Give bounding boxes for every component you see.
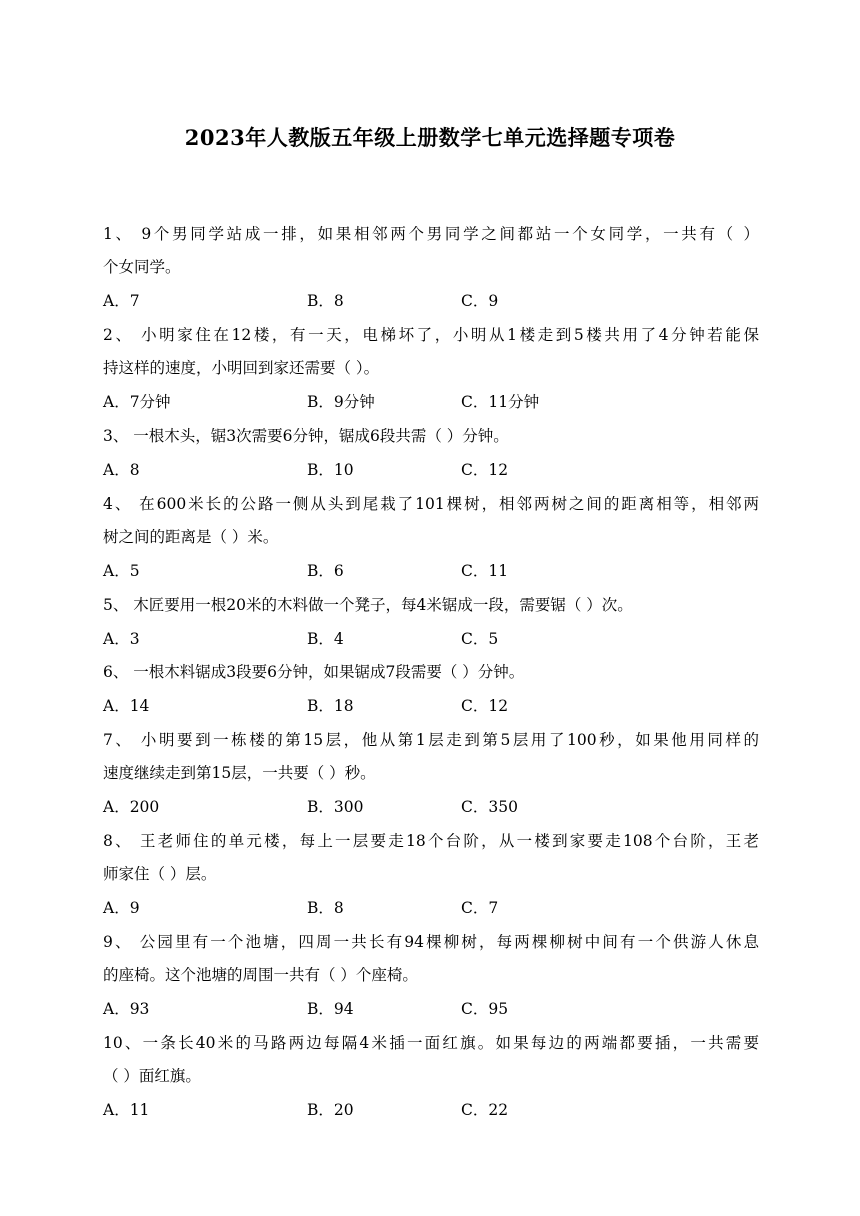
question-1-line-1: 1、 9个男同学站成一排，如果相邻两个男同学之间都站一个女同学，一共有（ ） (103, 225, 759, 243)
question-1-option-a: A．7 (103, 292, 140, 310)
question-4-option-a: A．5 (103, 562, 140, 580)
question-8-line-1: 8、 王老师住的单元楼，每上一层要走18个台阶，从一楼到家要走108个台阶，王老 (103, 832, 759, 850)
question-4-line-1: 4、 在600米长的公路一侧从头到尾栽了101棵树，相邻两树之间的距离相等，相邻两 (103, 495, 759, 513)
question-5-option-c: C．5 (461, 630, 499, 648)
question-6-line-1: 6、 一根木料锯成3段要6分钟，如果锯成7段需要（ ）分钟。 (103, 663, 525, 681)
question-2-option-a: A．7分钟 (103, 393, 171, 411)
question-5-line-1: 5、 木匠要用一根20米的木料做一个凳子，每4米锯成一段，需要锯（ ）次。 (103, 596, 633, 614)
question-6-option-a: A．14 (103, 697, 150, 715)
question-5-option-a: A．3 (103, 630, 140, 648)
question-9-option-a: A．93 (103, 1000, 150, 1018)
question-2-option-c: C．11分钟 (461, 393, 540, 411)
question-2-line-2: 持这样的速度，小明回到家还需要（ ）。 (103, 359, 380, 377)
question-10-option-a: A．11 (103, 1101, 150, 1119)
question-1-option-c: C．9 (461, 292, 499, 310)
question-8-option-c: C．7 (461, 899, 499, 917)
question-9-option-c: C．95 (461, 1000, 509, 1018)
question-6-option-b: B．18 (307, 697, 354, 715)
question-7-option-a: A．200 (103, 798, 160, 816)
question-8-line-2: 师家住（ ）层。 (103, 865, 217, 883)
question-1-option-b: B．8 (307, 292, 344, 310)
page-title: 2023年人教版五年级上册数学七单元选择题专项卷 (184, 125, 676, 150)
question-10-line-2: （ ）面红旗。 (103, 1067, 201, 1085)
question-3-option-c: C．12 (461, 461, 509, 479)
question-7-option-b: B．300 (307, 798, 364, 816)
question-5-option-b: B．4 (307, 630, 344, 648)
question-8-option-a: A．9 (103, 899, 140, 917)
question-9-line-1: 9、 公园里有一个池塘，四周一共长有94棵柳树，每两棵柳树中间有一个供游人休息 (103, 933, 759, 951)
question-4-option-b: B．6 (307, 562, 344, 580)
question-10-line-1: 10、一条长40米的马路两边每隔4米插一面红旗。如果每边的两端都要插，一共需要 (103, 1034, 759, 1052)
question-10-option-b: B．20 (307, 1101, 354, 1119)
question-2-line-1: 2、 小明家住在12楼，有一天，电梯坏了，小明从1楼走到5楼共用了4分钟若能保 (103, 326, 759, 344)
question-4-line-2: 树之间的距离是（ ）米。 (103, 528, 279, 546)
question-1-line-2: 个女同学。 (103, 258, 181, 276)
question-2-option-b: B．9分钟 (307, 393, 375, 411)
question-6-option-c: C．12 (461, 697, 509, 715)
question-3-option-a: A．8 (103, 461, 140, 479)
question-9-option-b: B．94 (307, 1000, 354, 1018)
question-10-option-c: C．22 (461, 1101, 509, 1119)
question-7-option-c: C．350 (461, 798, 518, 816)
question-3-line-1: 3、 一根木头，锯3次需要6分钟，锯成6段共需（ ）分钟。 (103, 427, 509, 445)
question-7-line-2: 速度继续走到第15层，一共要（ ）秒。 (103, 764, 376, 782)
question-3-option-b: B．10 (307, 461, 354, 479)
question-8-option-b: B．8 (307, 899, 344, 917)
question-7-line-1: 7、 小明要到一栋楼的第15层，他从第1层走到第5层用了100秒，如果他用同样的 (103, 731, 759, 749)
question-4-option-c: C．11 (461, 562, 509, 580)
question-9-line-2: 的座椅。这个池塘的周围一共有（ ）个座椅。 (103, 966, 418, 984)
